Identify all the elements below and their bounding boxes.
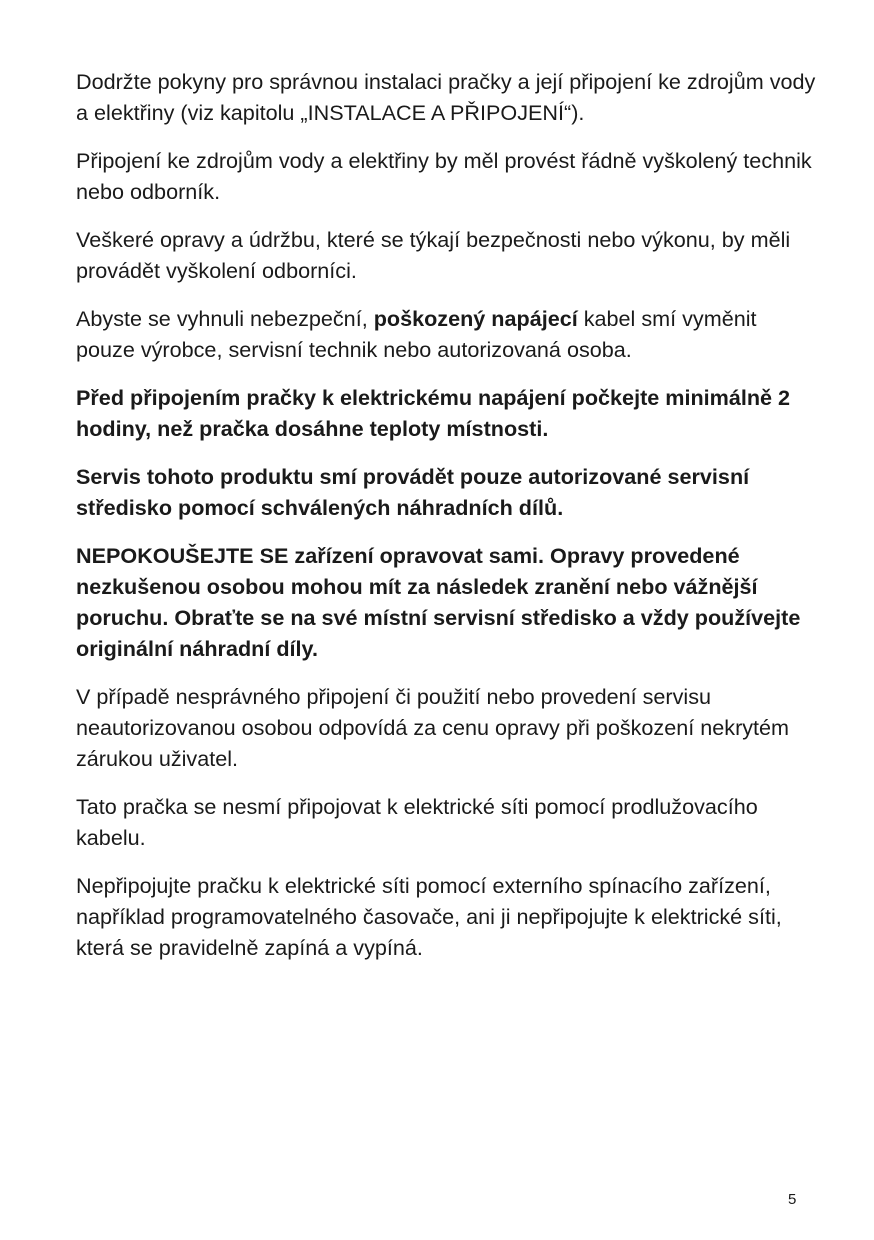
paragraph-no-external-switch: Nepřipojujte pračku k elektrické síti pomocí externího spínacího zařízení, například programovatelného časovače, ani ji nepřipojujte k elektrické síti, která se pravidelně zapíná a vypíná. — [76, 873, 782, 960]
damaged-cable-text-after: kabel smí vyměnit pouze výrobce, servisní technik nebo autorizovaná osoba. — [76, 306, 757, 362]
damaged-cable-emphasis: poškozený napájecí — [373, 306, 578, 331]
paragraph-connection-technician: Připojení ke zdrojům vody a elektřiny by měl provést řádně vyškolený technik nebo odborník. — [76, 148, 812, 204]
paragraph-repairs-maintenance: Veškeré opravy a údržbu, které se týkají bezpečnosti nebo výkonu, by měli provádět vyškolení odborníci. — [76, 227, 791, 283]
paragraph-unauthorized-service-liability: V případě nesprávného připojení či použití nebo provedení servisu neautorizovanou osobou odpovídá za cenu opravy při poškození nekrytém zárukou uživatel. — [76, 684, 790, 771]
page-number: 5 — [788, 1191, 797, 1208]
paragraph-no-extension-cable: Tato pračka se nesmí připojovat k elektrické síti pomocí prodlužovacího kabelu. — [76, 794, 758, 850]
paragraph-installation-instructions: Dodržte pokyny pro správnou instalaci pračky a její připojení ke zdrojům vody a elektřiny (viz kapitolu „INSTALACE A PŘIPOJENÍ“). — [76, 69, 816, 125]
paragraph-authorized-service: Servis tohoto produktu smí provádět pouze autorizované servisní středisko pomocí schválených náhradních dílů. — [76, 464, 750, 520]
damaged-cable-text-before: Abyste se vyhnuli nebezpeční, — [76, 306, 374, 331]
paragraph-wait-room-temperature: Před připojením pračky k elektrickému napájení počkejte minimálně 2 hodiny, než pračka dosáhne teploty místnosti. — [76, 385, 791, 441]
paragraph-do-not-repair-yourself: NEPOKOUŠEJTE SE zařízení opravovat sami. Opravy provedené nezkušenou osobou mohou mít za následek zranění nebo vážnější poruchu. Obraťte se na své místní servisní středisko a vždy používejte originální náhradní díly. — [76, 543, 801, 661]
paragraph-damaged-cable — [76, 303, 816, 365]
document-page — [76, 66, 816, 980]
